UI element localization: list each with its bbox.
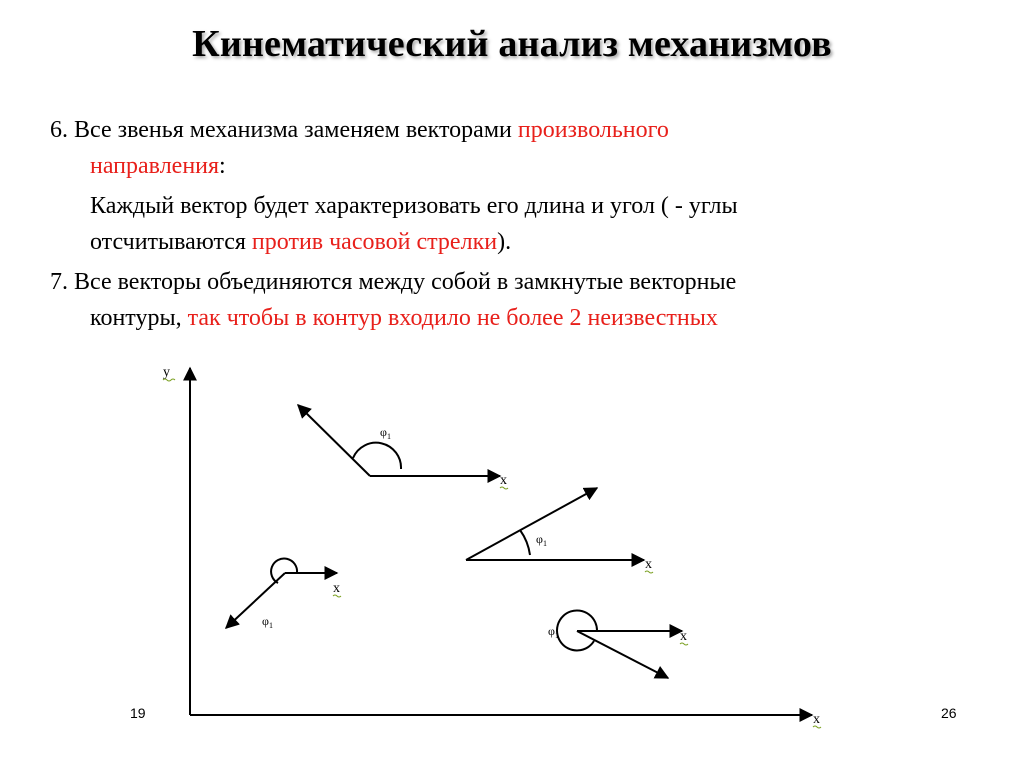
vector-2-angle-arc <box>520 530 530 555</box>
item-7-text: Все векторы объединяются между собой в замкнутые векторные <box>74 269 737 295</box>
item-6-text: Все звенья механизма заменяем векторами <box>74 117 512 143</box>
item-6-sub-text: отсчитываются <box>90 229 246 255</box>
y-axis-label: y <box>163 365 170 380</box>
vector-1 <box>298 405 370 476</box>
item-6-highlight-1: произвольного <box>517 117 669 143</box>
slide-title: Кинематический анализ механизмов <box>192 23 832 65</box>
item-7-highlight: так чтобы в контур входило не более 2 неизвестных <box>187 305 718 331</box>
item-6-number: 6. <box>50 117 68 143</box>
x-axis-label-main: x <box>813 712 820 727</box>
angle-label-1: $\varphi_1$ <box>380 425 391 441</box>
x-axis-label-3: x <box>333 581 340 596</box>
item-6-sub-line1: Каждый вектор будет характеризовать его длина и угол ( - углы <box>90 193 738 219</box>
footer-left-number: 19 <box>130 705 146 721</box>
angle-label-3: $\varphi_1$ <box>262 614 273 630</box>
item-7-text-2: контуры, <box>90 305 182 331</box>
x-axis-label-1: x <box>500 473 507 488</box>
item-6-sub-end: ). <box>497 229 512 255</box>
item-6-colon: : <box>219 153 226 179</box>
x-axis-label-2: x <box>645 557 652 572</box>
item-7-number: 7. <box>50 269 68 295</box>
angle-label-4: $\varphi_1$ <box>548 624 559 640</box>
vector-4 <box>577 631 668 678</box>
slide-number: 26 <box>941 705 957 721</box>
x-axis-label-4: x <box>680 629 687 644</box>
vector-2 <box>466 488 597 560</box>
vector-3-angle-arc <box>271 559 297 583</box>
angle-label-2: $\varphi_1$ <box>536 532 547 548</box>
item-6-sub-highlight: против часовой стрелки <box>251 229 498 255</box>
item-6-highlight-2: направления <box>90 153 220 179</box>
